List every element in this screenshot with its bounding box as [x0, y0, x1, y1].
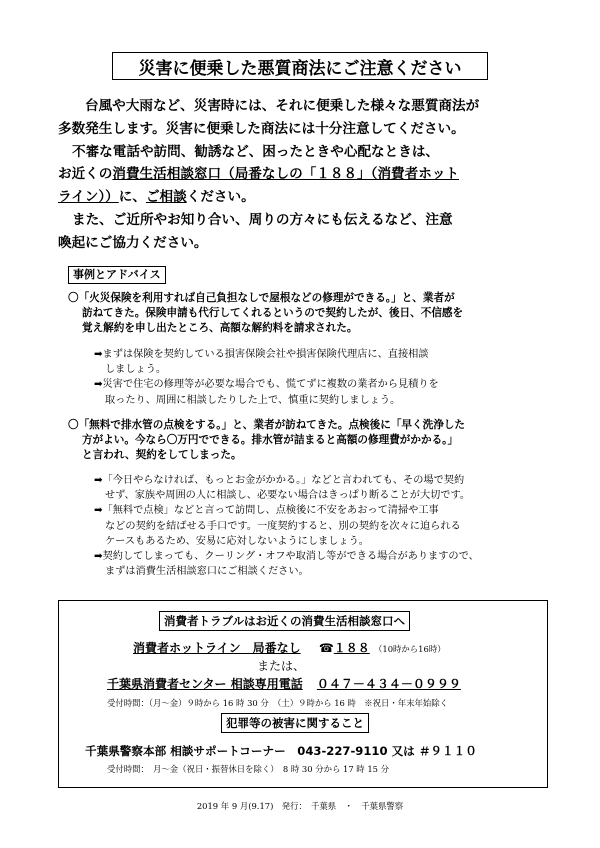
consult-window-underline: 消費生活相談窓口（局番なしの「１８８」（消費者ホット [112, 166, 460, 183]
footer-text: 2019 年 9 月(9.17) 発行： 千葉県 ・ 千葉県警察 [196, 801, 404, 811]
intro-text: お近くの [58, 166, 113, 183]
intro-text: に、 [118, 189, 146, 206]
case-line: 訪ねてきた。保険申請も代行してくれるというので契約したが、後日、不信感を [82, 307, 464, 320]
intro-line: 台風や大雨など、災害時には、それに便乗した様々な悪質商法が [85, 98, 480, 114]
intro-paragraph [58, 95, 558, 255]
consumer-trouble-heading: 消費者トラブルはお近くの消費生活相談窓口へ [159, 611, 410, 631]
advice-line: 取ったり、周囲に相談したりした上で、慎重に契約しましょう。 [105, 394, 401, 406]
advice-line: まずは消費生活相談窓口にご相談ください。 [105, 566, 309, 578]
advice-line: などの契約を結ばせる手口です。一度契約すると、別の契約を次々に迫られる [105, 520, 461, 532]
case-1 [68, 291, 463, 337]
footer [0, 800, 600, 812]
page-title [112, 52, 488, 80]
advice-1 [94, 347, 439, 408]
intro-line: 多数発生します。災害に便乗した商法には十分注意してください。 [58, 120, 465, 137]
advice-line: ➡まずは保険を契約している損害保険会社や損害保険代理店に、直接相談 [94, 349, 429, 360]
advice-line: ➡災害で住宅の修理等が必要な場合でも、慌てずに複数の業者から見積りを [94, 379, 439, 391]
advice-line: ➡契約してしまっても、クーリング・オフや取消し等ができる場合がありますので、 [94, 551, 479, 563]
case-line: 〇「火災保険を利用すれば自己負担なしで屋根などの修理ができる。」と、業者が [68, 292, 455, 304]
intro-text: ください。 [186, 189, 255, 206]
reception-hours: 受付時間：（月～金）９時から 16 時 30 分 （土）９時から 16 時 ※祝日・年末年始除く [107, 698, 449, 708]
case-line: と言われ、契約をしてしまった。 [82, 449, 242, 462]
case-line: 覚え解約を申し出たところ、高額な解約料を請求された。 [82, 322, 358, 335]
intro-line [58, 186, 558, 209]
or-text: または、 [257, 659, 306, 673]
section-label: 事例とアドバイス [68, 266, 166, 284]
case-line: 〇「無料で排水管の点検をする。」と、業者が訪ねてきた。点検後に「早く洗浄した [68, 419, 465, 431]
center-label: 千葉県消費者センター 相談専用電話 [107, 677, 303, 691]
case-2 [68, 418, 465, 464]
contact-info-box [58, 600, 548, 788]
police-line: 千葉県警察本部 相談サポートコーナー 043-227-9110 又は ＃９１１０ [85, 744, 477, 758]
advice-line: せず、家族や周囲の人に相談し、必要ない場合はきっぱり断ることが大切です。 [105, 490, 471, 502]
advice-line: ケースもあるため、安易に応対しないようにしましょう。 [105, 535, 369, 547]
hotline-label: 消費者ホットライン 局番なし [133, 641, 301, 655]
consult-underline: ご相談 [145, 189, 187, 206]
advice-line: しましょう。 [105, 364, 167, 376]
advice-2 [94, 473, 479, 579]
title-text: 災害に便乗した悪質商法にご注意ください [138, 58, 462, 79]
center-line [107, 675, 461, 692]
crime-heading: 犯罪等の被害に関すること [221, 713, 369, 733]
hotline-line [133, 639, 446, 656]
case-line: 方がよい。今なら〇万円でできる。排水管が詰まると高額の修理費がかかる。」 [82, 434, 459, 447]
advice-line: ➡「無料で点検」などと言って訪問し、点検後に不安をあおって清掃や工事 [94, 505, 439, 517]
police-hours: 受付時間： 月～金（祝日・振替休日を除く） 8 時 30 分から 17 時 15 分 [107, 764, 390, 774]
intro-line: 不審な電話や訪問、勧誘など、困ったときや心配なときは、 [72, 143, 440, 160]
hotline-number: １８８ [333, 641, 370, 655]
hotline-hours: （10時から16時） [374, 644, 446, 654]
intro-line: また、ご近所やお知り合い、周りの方々にも伝えるなど、注意 [72, 211, 453, 228]
intro-line [58, 163, 558, 186]
center-number: ０４７－４３４－０９９９ [316, 677, 461, 691]
phone-icon: ☎ [318, 641, 334, 655]
advice-line: ➡「今日やらなければ、もっとお金がかかる。」などと言われても、その場で契約 [94, 475, 465, 486]
intro-line: 喚起にご協力ください。 [58, 234, 208, 251]
consult-window-underline: ライン）） [58, 189, 119, 206]
